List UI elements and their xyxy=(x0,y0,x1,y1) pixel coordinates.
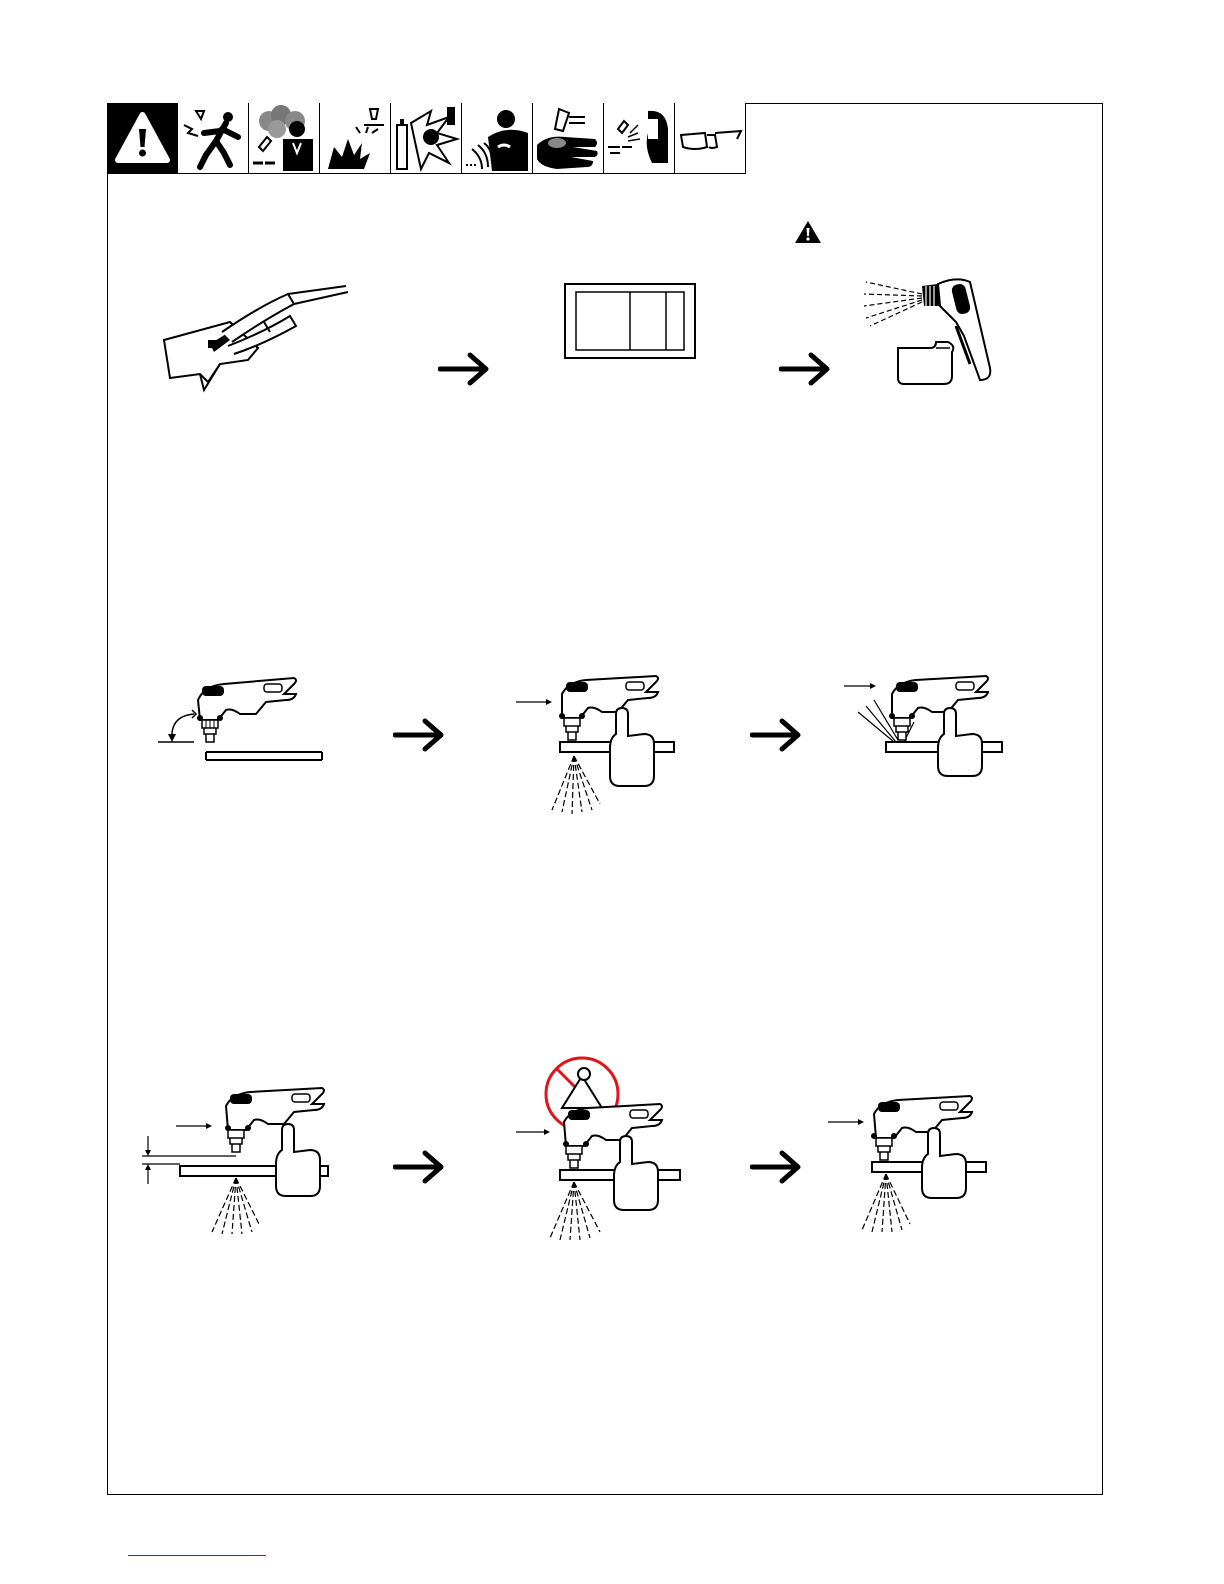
safety-glasses-icon xyxy=(675,103,746,174)
step-arrow-icon xyxy=(779,352,833,386)
work-clamp-illustration xyxy=(160,282,350,394)
emf-pacemaker-icon xyxy=(462,103,533,174)
torch-trigger-illustration xyxy=(512,672,678,820)
warning-triangle-icon xyxy=(107,103,178,174)
step-arrow-icon xyxy=(750,1150,804,1184)
torch-cut-illustration xyxy=(826,1092,990,1234)
arc-rays-face-shield-icon xyxy=(604,103,675,174)
hot-parts-icon xyxy=(533,103,604,174)
torch-pierce-illustration xyxy=(838,672,1006,778)
footer-link-underline[interactable] xyxy=(128,1555,266,1556)
cylinder-explosion-icon xyxy=(391,103,462,174)
torch-angle-start-illustration xyxy=(156,672,324,762)
step-arrow-icon xyxy=(393,718,447,752)
step-arrow-icon xyxy=(750,718,804,752)
fire-explosion-icon xyxy=(320,103,391,174)
control-panel-illustration xyxy=(564,283,696,359)
fumes-gases-icon xyxy=(249,103,320,174)
electric-shock-icon xyxy=(178,103,249,174)
torch-standoff-illustration xyxy=(136,1086,332,1236)
hazard-symbol-strip xyxy=(107,103,746,175)
do-not-drag-illustration xyxy=(512,1056,684,1242)
step-arrow-icon xyxy=(438,352,492,386)
inline-warning-icon xyxy=(793,219,823,245)
torch-purge-illustration xyxy=(860,276,1000,390)
step-arrow-icon xyxy=(393,1150,447,1184)
